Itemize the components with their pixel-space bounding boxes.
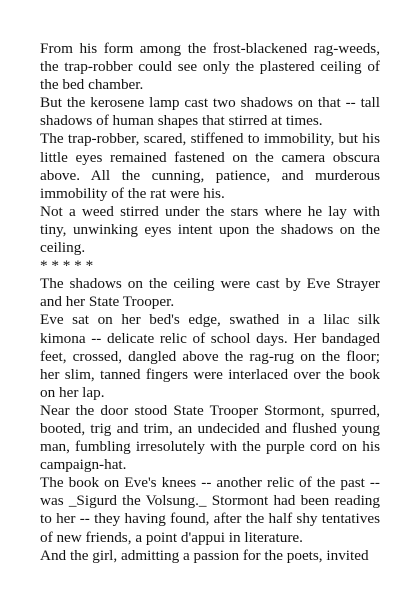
paragraph: From his form among the frost-blackened rag-weeds, the trap-robber could see only the plastered ceiling of the bed chamber.: [40, 40, 380, 94]
paragraph: The book on Eve's knees -- another relic of the past -- was _Sigurd the Volsung._ Stormont had been reading to her -- they having found, after the half shy tentatives of new friends, a point d'appui in literature.: [40, 474, 380, 546]
paragraph: Near the door stood State Trooper Stormont, spurred, booted, trig and trim, an undecided and flushed young man, fumbling irresolutely with the purple cord on his campaign-hat.: [40, 401, 380, 474]
paragraph: And the girl, admitting a passion for the poets, invited: [40, 546, 369, 564]
paragraph: But the kerosene lamp cast two shadows on that -- tall shadows of human shapes that stirred at times.: [40, 94, 380, 130]
paragraph: Not a weed stirred under the stars where he lay with tiny, unwinking eyes intent upon the shadows on the ceiling.: [40, 202, 380, 257]
document-page: [40, 40, 380, 565]
paragraph: The shadows on the ceiling were cast by Eve Strayer and her State Trooper.: [40, 275, 380, 311]
paragraph: The trap-robber, scared, stiffened to immobility, but his little eyes remained fastened on the camera obscura above. All the cunning, patience, and murderous immobility of the rat were his.: [40, 130, 380, 202]
paragraph: Eve sat on her bed's edge, swathed in a lilac silk kimona -- delicate relic of school days. Her bandaged feet, crossed, dangled above the rag-rug on the floor; her slim, tanned fingers were interlaced over the book on her lap.: [40, 311, 380, 401]
section-break: * * * * *: [40, 257, 94, 275]
